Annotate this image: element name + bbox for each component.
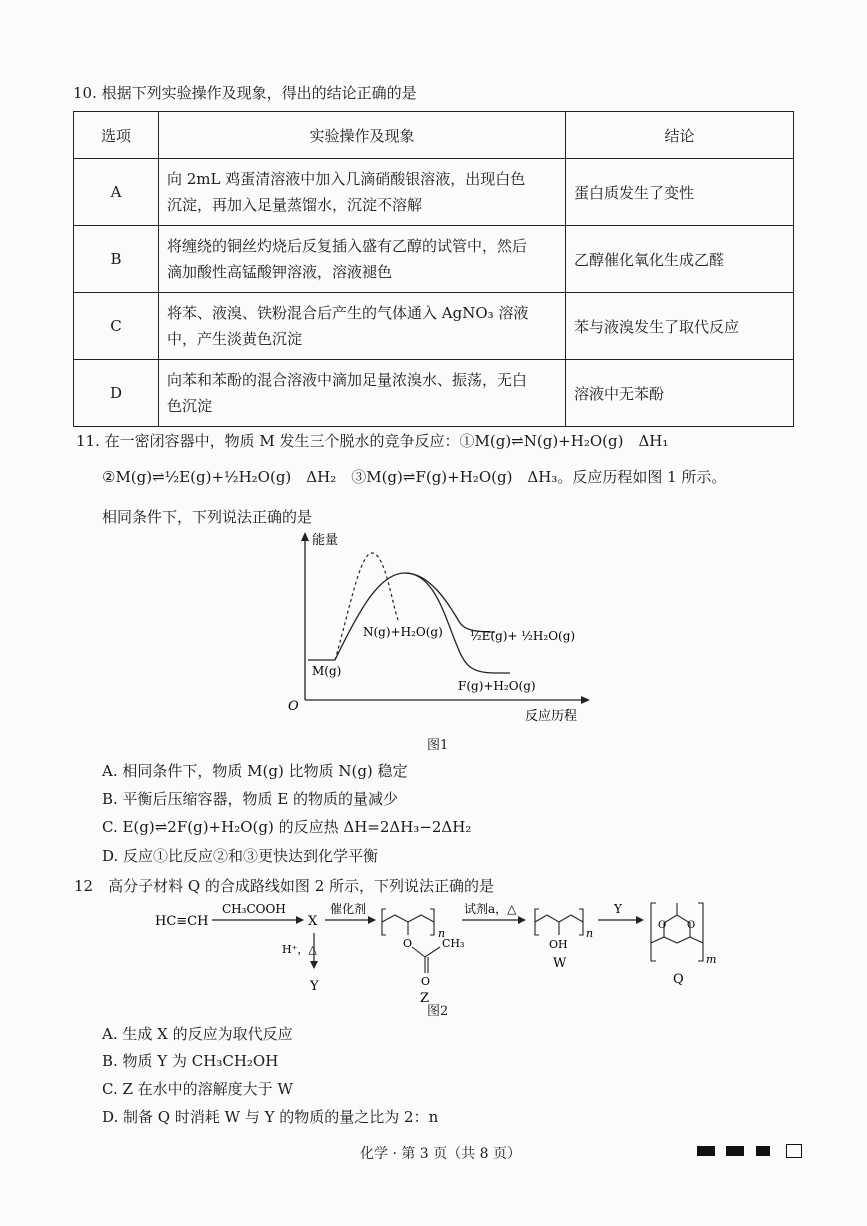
row-operation: [159, 226, 566, 293]
start-material: HC≡CH: [155, 914, 209, 929]
q11-option-d: D. 反应①比反应②和③更快达到化学平衡: [102, 847, 379, 865]
row-operation: [159, 159, 566, 226]
op-line: 向苯和苯酚的混合溶液中滴加足量浓溴水、振荡，无白: [167, 371, 528, 389]
compound-Z: Z: [420, 991, 430, 1006]
compound-X: X: [308, 914, 318, 929]
q-bracket-left: [651, 903, 656, 961]
label-E: ½E(g)+ ½H₂O(g): [470, 629, 576, 643]
q-ring-oxygen-1: O: [658, 920, 667, 931]
x-axis-label: 反应历程: [525, 709, 578, 724]
arrow-1-head: [296, 916, 304, 924]
header-option: 选项: [74, 112, 159, 159]
q10-stem: 10. 根据下列实验操作及现象，得出的结论正确的是: [73, 84, 417, 102]
corner-mark: [726, 1146, 744, 1156]
row-option: A: [74, 159, 159, 226]
y-axis-arrow: [301, 532, 309, 541]
reagent-Y-label: Y: [614, 902, 622, 916]
table-header-row: [74, 112, 794, 159]
reagent-acetic-acid: CH₃COOH: [222, 902, 286, 916]
compound-Q: Q: [673, 972, 684, 987]
figure2-caption: 图2: [427, 1004, 449, 1019]
arrow-3-head: [518, 916, 526, 924]
y-axis-label: 能量: [312, 533, 339, 548]
label-M: M(g): [312, 664, 342, 678]
w-hydroxyl: OH: [549, 938, 568, 951]
w-backbone: [535, 915, 583, 922]
corner-mark: [786, 1144, 802, 1158]
q11-line1: 11. 在一密闭容器中，物质 M 发生三个脱水的竞争反应：①M(g)⇌N(g)+H₂O(g) ΔH₁: [76, 432, 669, 450]
path-to-N: [335, 553, 398, 660]
path-to-F: [405, 573, 510, 673]
q-bracket-right: [698, 903, 703, 961]
page-footer: 化学 · 第 3 页（共 8 页）: [360, 1146, 521, 1162]
corner-mark: [756, 1146, 770, 1156]
table-row: [74, 226, 794, 293]
op-line: 将苯、液溴、铁粉混合后产生的气体通入 AgNO₃ 溶液: [167, 304, 529, 322]
row-conclusion: 蛋白质发生了变性: [566, 159, 794, 226]
q11-line2: ②M(g)⇌½E(g)+½H₂O(g) ΔH₂ ③M(g)⇌F(g)+H₂O(g) ΔH₃。反应历程如图 1 所示。: [102, 468, 727, 486]
path-to-E: [335, 573, 495, 660]
op-line: 色沉淀: [167, 397, 213, 415]
z-acyl: [412, 947, 440, 957]
header-conclusion: 结论: [566, 112, 794, 159]
figure1-caption: 图1: [427, 738, 449, 753]
origin-label: O: [288, 699, 299, 714]
q11-option-a: A. 相同条件下，物质 M(g) 比物质 N(g) 稳定: [102, 762, 408, 780]
q12-option-c: C. Z 在水中的溶解度大于 W: [102, 1080, 293, 1098]
op-line: 沉淀，再加入足量蒸馏水，沉淀不溶解: [167, 196, 423, 214]
arrow-4-head: [636, 916, 644, 924]
row-option: D: [74, 360, 159, 427]
energy-diagram: [280, 528, 630, 728]
row-option: B: [74, 226, 159, 293]
compound-Y: Y: [310, 979, 319, 994]
q11-option-b: B. 平衡后压缩容器，物质 E 的物质的量减少: [102, 790, 399, 808]
z-methyl: CH₃: [442, 937, 465, 950]
row-option: C: [74, 293, 159, 360]
q10-table: [73, 111, 794, 427]
row-conclusion: 溶液中无苯酚: [566, 360, 794, 427]
compound-W: W: [553, 956, 567, 971]
row-conclusion: 乙醇催化氧化生成乙醛: [566, 226, 794, 293]
q12-stem: 12 高分子材料 Q 的合成路线如图 2 所示，下列说法正确的是: [74, 877, 495, 895]
header-operation: 实验操作及现象: [159, 112, 566, 159]
reagent-a-label: 试剂a，△: [464, 902, 517, 916]
q11-line3: 相同条件下，下列说法正确的是: [102, 508, 313, 526]
q11-option-c: C. E(g)⇌2F(g)+H₂O(g) 的反应热 ΔH=2ΔH₃−2ΔH₂: [102, 818, 472, 836]
z-backbone: [382, 915, 434, 922]
x-axis-arrow: [581, 696, 590, 704]
table-row: [74, 360, 794, 427]
z-n: n: [438, 927, 446, 940]
arrow-down-head: [310, 961, 318, 969]
op-line: 滴加酸性高锰酸钾溶液，溶液褪色: [167, 263, 393, 281]
table-row: [74, 293, 794, 360]
q12-option-b: B. 物质 Y 为 CH₃CH₂OH: [102, 1052, 279, 1070]
hydrolysis-conditions: H⁺，△: [282, 943, 317, 956]
op-line: 将缠绕的铜丝灼烧后反复插入盛有乙醇的试管中，然后: [167, 237, 528, 255]
w-n: n: [586, 927, 594, 940]
table-row: [74, 159, 794, 226]
label-F: F(g)+H₂O(g): [458, 679, 536, 693]
row-conclusion: 苯与液溴发生了取代反应: [566, 293, 794, 360]
z-carbonyl-oxygen: O: [421, 975, 431, 988]
z-ester-oxygen: O: [403, 937, 413, 950]
q-ring-oxygen-2: O: [687, 920, 696, 931]
row-operation: [159, 360, 566, 427]
op-line: 向 2mL 鸡蛋清溶液中加入几滴硝酸银溶液，出现白色: [167, 170, 526, 188]
label-N: N(g)+H₂O(g): [363, 625, 443, 639]
row-operation: [159, 293, 566, 360]
arrow-2-head: [368, 916, 376, 924]
q12-option-a: A. 生成 X 的反应为取代反应: [102, 1025, 293, 1043]
corner-mark: [697, 1146, 715, 1156]
q-m: m: [706, 953, 717, 966]
op-line: 中，产生淡黄色沉淀: [167, 330, 303, 348]
catalyst-label: 催化剂: [330, 902, 367, 916]
q12-option-d: D. 制备 Q 时消耗 W 与 Y 的物质的量之比为 2：n: [102, 1108, 439, 1126]
q-backbone: [651, 937, 703, 943]
